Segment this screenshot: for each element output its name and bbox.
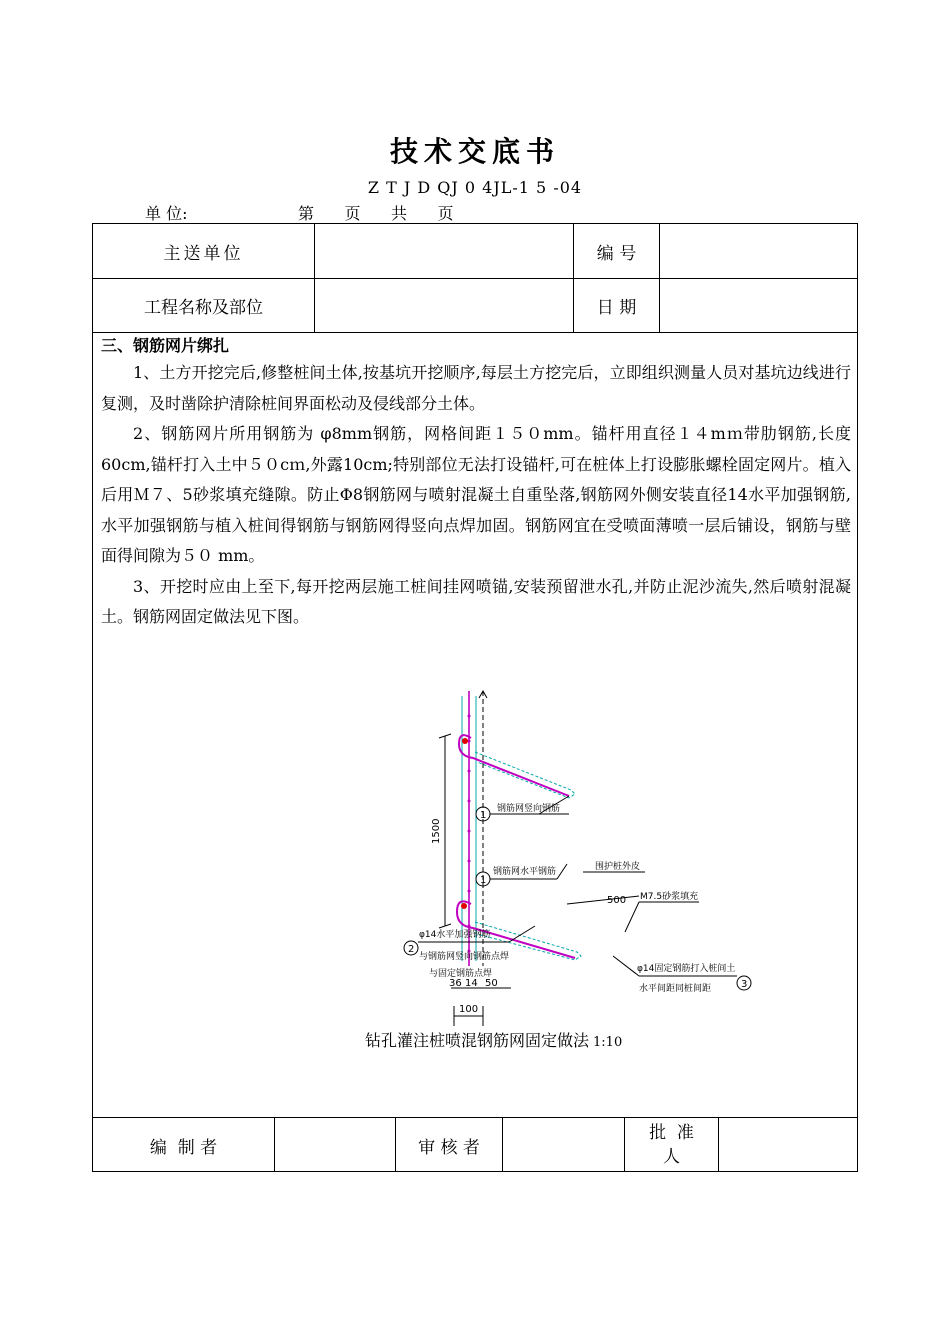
label-anchor-2: 水平间距同桩间距	[639, 984, 712, 994]
label-reinforce-2: 与钢筋网竖向钢筋点焊	[419, 952, 510, 962]
unit-label: 单 位:	[145, 204, 188, 223]
dim-100: 100	[459, 1004, 479, 1015]
dim-50: 50	[485, 978, 498, 989]
project-field[interactable]	[315, 279, 573, 332]
leader-line	[613, 956, 639, 976]
send-unit-field[interactable]	[315, 224, 573, 278]
number-field[interactable]	[660, 224, 857, 278]
row-divider	[93, 332, 857, 333]
reviewer-label: 审 核 者	[418, 1137, 480, 1158]
label-reinforce-1: φ14水平加强钢筋	[419, 930, 491, 940]
dim-14: 14	[465, 978, 478, 989]
weld-point	[462, 738, 468, 744]
rebar-mesh-fixing-drawing	[299, 686, 779, 1056]
compiler-label: 编 制 者	[149, 1137, 218, 1158]
document-title: 技术交底书	[389, 135, 560, 168]
dim-1500: 1500	[431, 818, 442, 844]
project-label: 工程名称及部位	[144, 298, 263, 318]
callout-number: 2	[408, 944, 415, 955]
paragraph-1: 1、土方开挖完后,修整桩间土体,按基坑开挖顺序,每层土方挖完后，立即组织测量人员对基坑边线进行复测，及时凿除护清除桩间界面松动及侵线部分土体。	[101, 363, 851, 413]
number-label: 编 号	[596, 243, 637, 264]
content-body	[101, 334, 851, 633]
document-code: Z T J D QJ 0 4JL-1 5 -04	[367, 178, 583, 197]
label-reinforce-3: 与固定钢筋点焊	[429, 969, 493, 979]
disclosure-form	[92, 223, 858, 1172]
dim-500: 500	[607, 895, 627, 906]
label-mortar: M7.5砂浆填充	[640, 892, 699, 902]
leader-line	[625, 902, 639, 932]
page-label: 第 页 共 页	[298, 204, 454, 223]
callout-number: 1	[480, 875, 487, 886]
send-unit-label: 主送单位	[163, 243, 244, 264]
callout-number: 1	[480, 810, 487, 821]
approver-field[interactable]	[719, 1118, 857, 1172]
leader-line	[557, 864, 567, 879]
leader-line	[509, 926, 535, 942]
dim-36: 36	[449, 978, 462, 989]
caption-text: 钻孔灌注桩喷混钢筋网固定做法	[365, 1031, 590, 1050]
drawing-caption	[365, 1028, 622, 1051]
label-pile-skin: 围护桩外皮	[595, 862, 641, 872]
section-heading: 三、钢筋网片绑扎	[101, 336, 230, 355]
label-horizontal-bar: 钢筋网水平钢筋	[493, 867, 557, 877]
paragraph-2: 2、钢筋网片所用钢筋为 φ8mm钢筋，网格间距１５０mm。锚杆用直径１４mｍ带肋钢筋,长度60cm,锚杆打入土中５０cｍ,外露10cm;特别部位无法打设锚杆,可在桩体上打设膨胀螺栓固定网片。植入后用Ｍ７、5砂浆填充缝隙。防止Φ8钢筋网与喷射混凝土自重坠落,钢筋网外侧安装直径14水平加强钢筋,水平加强钢筋与植入桩间得钢筋与钢筋网得竖向点焊加固。钢筋网宜在受喷面薄喷一层后铺设，钢筋与壁面得间隙为５０ mm。	[101, 424, 851, 565]
caption-scale: 1:10	[593, 1035, 623, 1050]
weld-point	[461, 903, 467, 909]
date-field[interactable]	[660, 279, 857, 332]
reviewer-field[interactable]	[503, 1118, 624, 1172]
callout-number: 3	[741, 979, 748, 990]
approver-label: 批 准人	[649, 1123, 694, 1167]
unit-page-line	[0, 201, 950, 223]
mortar-outline-upper	[475, 752, 575, 798]
label-anchor-1: φ14固定钢筋打入桩间土	[637, 964, 736, 974]
dimension-line	[567, 896, 639, 904]
label-vertical-bar: 钢筋网竖向钢筋	[497, 804, 561, 814]
paragraph-3: 3、开挖时应由上至下,每开挖两层施工桩间挂网喷锚,安装预留泄水孔,并防止泥沙流失,然后喷射混凝土。钢筋网固定做法见下图。	[101, 576, 851, 626]
date-label: 日 期	[596, 298, 637, 318]
compiler-field[interactable]	[275, 1118, 395, 1172]
